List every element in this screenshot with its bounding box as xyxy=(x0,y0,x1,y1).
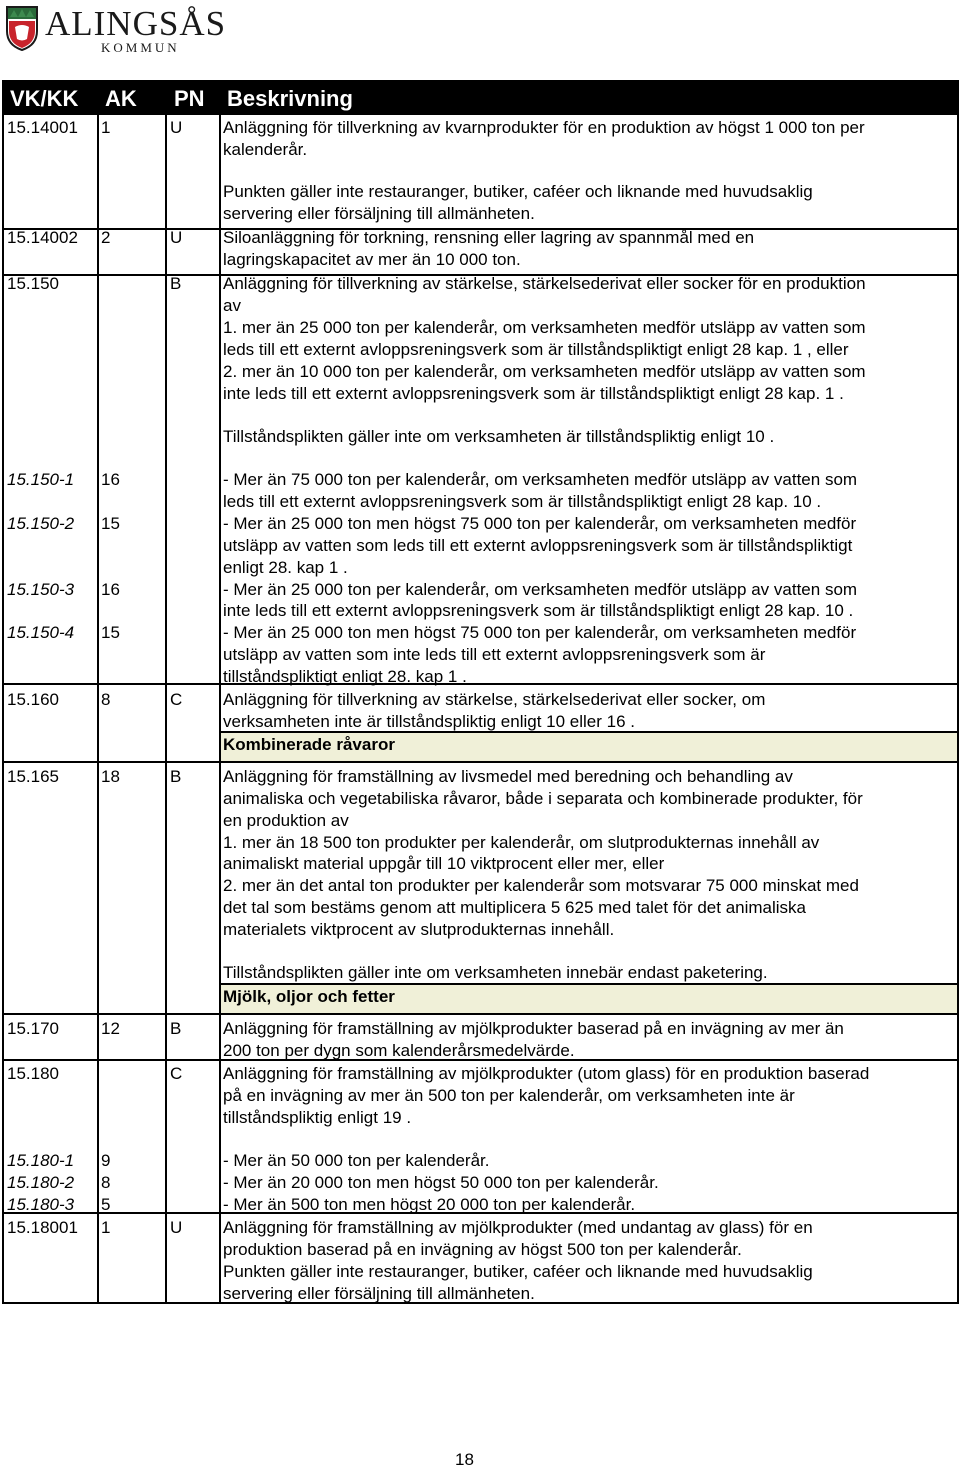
subrow-code: 15.180-2 xyxy=(7,1173,75,1192)
row-code: 15.18001 xyxy=(7,1218,78,1237)
subrow-code: 15.180-3 xyxy=(7,1195,75,1214)
subrow-ak: 16 xyxy=(101,580,120,599)
subrow-ak: 15 xyxy=(101,623,120,642)
subrow-code: 15.150-3 xyxy=(7,580,75,599)
row-description: Anläggning för tillverkning av stärkelse, stärkelsederivat eller socker för en produktion xyxy=(223,274,866,293)
column-divider xyxy=(165,82,167,1302)
subrow-code: 15.150-1 xyxy=(7,470,75,489)
row-description: 200 ton per dygn som kalenderårsmedelvärde. xyxy=(223,1041,575,1060)
row-description: Tillståndsplikten gäller inte om verksamheten är tillståndspliktig enligt 10 . xyxy=(223,427,775,446)
subrow-description: - Mer än 25 000 ton per kalenderår, om verksamheten medför utsläpp av vatten som xyxy=(223,580,858,599)
subrow-ak: 16 xyxy=(101,470,120,489)
row-code: 15.14002 xyxy=(7,228,78,247)
subrow-description: - Mer än 75 000 ton per kalenderår, om verksamheten medför utsläpp av vatten som xyxy=(223,470,858,489)
coat-of-arms-icon xyxy=(5,5,39,51)
header-code: VK/KK xyxy=(10,86,79,111)
column-divider xyxy=(97,82,99,1302)
row-ak: 8 xyxy=(101,690,111,709)
row-description: materialets viktprocent av slutprodukternas innehåll. xyxy=(223,920,615,939)
row-description: servering eller försäljning till allmänheten. xyxy=(223,1284,535,1303)
row-description: animaliskt material uppgår till 10 viktprocent eller mer, eller xyxy=(223,854,665,873)
row-pn: B xyxy=(170,1019,182,1038)
row-description: 1. mer än 25 000 ton per kalenderår, om verksamheten medför utsläpp av vatten som xyxy=(223,318,866,337)
subrow-code: 15.150-4 xyxy=(7,623,75,642)
header-pn: PN xyxy=(174,86,205,111)
row-ak: 2 xyxy=(101,228,111,247)
row-code: 15.14001 xyxy=(7,118,78,137)
row-divider xyxy=(4,1013,957,1015)
row-ak: 1 xyxy=(101,1218,111,1237)
column-divider xyxy=(219,82,221,1302)
row-description: Tillståndsplikten gäller inte om verksamheten innebär endast paketering. xyxy=(223,963,768,982)
row-description: 1. mer än 18 500 ton produkter per kalenderår, om slutprodukternas innehåll av xyxy=(223,833,820,852)
row-description: verksamheten inte är tillståndspliktig enligt 10 eller 16 . xyxy=(223,712,635,731)
subrow-ak: 15 xyxy=(101,514,120,533)
row-description: produktion baserad på en invägning av högst 500 ton per kalenderår. xyxy=(223,1240,742,1259)
row-description: lagringskapacitet av mer än 10 000 ton. xyxy=(223,250,521,269)
subrow-ak: 5 xyxy=(101,1195,111,1214)
row-code: 15.150 xyxy=(7,274,59,293)
row-description: på en invägning av mer än 500 ton per kalenderår, om verksamheten inte är xyxy=(223,1086,795,1105)
row-description: Anläggning för framställning av livsmedel med beredning och behandling av xyxy=(223,767,793,786)
row-code: 15.180 xyxy=(7,1064,59,1083)
row-description: kalenderår. xyxy=(223,140,308,159)
row-ak: 12 xyxy=(101,1019,120,1038)
row-pn: C xyxy=(170,1064,183,1083)
row-description: Anläggning för tillverkning av kvarnprodukter för en produktion av högst 1 000 ton per xyxy=(223,118,865,137)
header-ak: AK xyxy=(105,86,137,111)
row-divider xyxy=(4,761,957,763)
row-description: 2. mer än det antal ton produkter per kalenderår som motsvarar 75 000 minskat med xyxy=(223,876,859,895)
row-description: tillståndspliktig enligt 19 . xyxy=(223,1108,412,1127)
row-description: Anläggning för framställning av mjölkprodukter (utom glass) för en produktion baserad xyxy=(223,1064,870,1083)
row-description: Anläggning för framställning av mjölkprodukter baserad på en invägning av mer än xyxy=(223,1019,844,1038)
row-description: animaliska och vegetabiliska råvaror, både i separata och kombinerade produkter, för xyxy=(223,789,863,808)
row-pn: C xyxy=(170,690,183,709)
subrow-description: enligt 28. kap 1 . xyxy=(223,558,348,577)
alingsas-logo xyxy=(5,5,235,53)
row-divider xyxy=(4,683,957,685)
page-number: 18 xyxy=(455,1450,474,1469)
subrow-description: - Mer än 25 000 ton men högst 75 000 ton per kalenderår, om verksamheten medför xyxy=(223,623,857,642)
row-description: leds till ett externt avloppsreningsverk som är tillståndspliktigt enligt 28 kap. 1 , eller xyxy=(223,340,849,359)
subrow-description: leds till ett externt avloppsreningsverk som är tillståndspliktigt enligt 28 kap. 10 . xyxy=(223,492,822,511)
logo-name: ALINGSÅS xyxy=(45,4,227,43)
row-description: Anläggning för framställning av mjölkprodukter (med undantag av glass) för en xyxy=(223,1218,813,1237)
row-pn: U xyxy=(170,118,183,137)
row-code: 15.170 xyxy=(7,1019,59,1038)
row-code: 15.160 xyxy=(7,690,59,709)
row-pn: B xyxy=(170,274,182,293)
subrow-description: tillståndspliktigt enligt 28. kap 1 . xyxy=(223,667,467,686)
row-pn: U xyxy=(170,1218,183,1237)
row-description: inte leds till ett externt avloppsreningsverk som är tillståndspliktigt enligt 28 kap. 1 . xyxy=(223,384,844,403)
subheading: Mjölk, oljor och fetter xyxy=(223,987,395,1006)
subrow-description: - Mer än 20 000 ton men högst 50 000 ton per kalenderår. xyxy=(223,1173,659,1192)
row-code: 15.165 xyxy=(7,767,59,786)
subrow-description: - Mer än 500 ton men högst 20 000 ton per kalenderår. xyxy=(223,1195,636,1214)
subrow-code: 15.150-2 xyxy=(7,514,75,533)
row-description: servering eller försäljning till allmänheten. xyxy=(223,204,535,223)
table-header xyxy=(4,82,957,115)
subrow-description: inte leds till ett externt avloppsreningsverk som är tillståndspliktigt enligt 28 kap. 10 . xyxy=(223,601,854,620)
subrow-description: utsläpp av vatten som leds till ett externt avloppsreningsverk som är tillståndspliktigt xyxy=(223,536,853,555)
row-ak: 18 xyxy=(101,767,120,786)
row-description: Punkten gäller inte restauranger, butiker, caféer och liknande med huvudsaklig xyxy=(223,182,813,201)
subrow-ak: 8 xyxy=(101,1173,111,1192)
row-description: 2. mer än 10 000 ton per kalenderår, om verksamheten medför utsläpp av vatten som xyxy=(223,362,866,381)
row-description: en produktion av xyxy=(223,811,349,830)
row-pn: B xyxy=(170,767,182,786)
subrow-description: - Mer än 50 000 ton per kalenderår. xyxy=(223,1151,490,1170)
subrow-ak: 9 xyxy=(101,1151,111,1170)
row-description: Punkten gäller inte restauranger, butiker, caféer och liknande med huvudsaklig xyxy=(223,1262,813,1281)
row-pn: U xyxy=(170,228,183,247)
subheading: Kombinerade råvaror xyxy=(223,735,395,754)
row-description: det tal som bestäms genom att multiplicera 5 625 med talet för det animaliska xyxy=(223,898,807,917)
row-description: Siloanläggning för torkning, rensning eller lagring av spannmål med en xyxy=(223,228,755,247)
row-ak: 1 xyxy=(101,118,111,137)
subrow-description: - Mer än 25 000 ton men högst 75 000 ton per kalenderår, om verksamheten medför xyxy=(223,514,857,533)
logo-subtitle: KOMMUN xyxy=(101,40,180,55)
row-description: Anläggning för tillverkning av stärkelse, stärkelsederivat eller socker, om xyxy=(223,690,766,709)
subrow-description: utsläpp av vatten som inte leds till ett externt avloppsreningsverk som är xyxy=(223,645,766,664)
row-description: av xyxy=(223,296,241,315)
subrow-code: 15.180-1 xyxy=(7,1151,75,1170)
header-description: Beskrivning xyxy=(227,86,353,111)
